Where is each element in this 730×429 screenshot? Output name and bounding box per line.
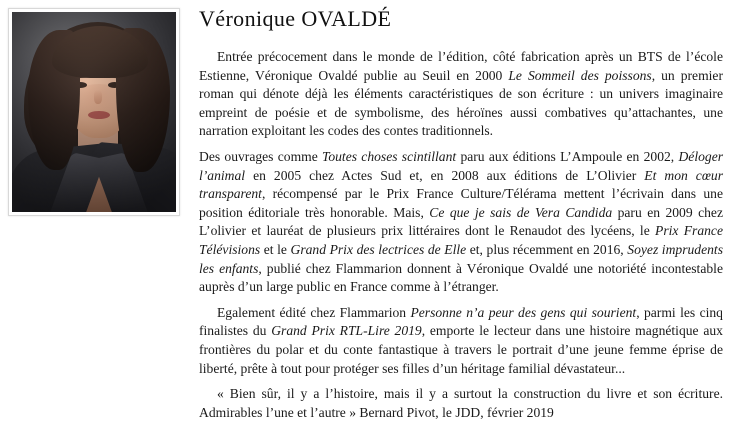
body-text: Entrée précocement dans le monde de l’édition, côté fabrication après un BTS de l’école Estienne, Véronique Ovaldé publie au Seuil en 2000 bbox=[199, 49, 723, 83]
author-portrait-frame bbox=[8, 8, 180, 216]
work-title-text: Le Sommeil des poissons bbox=[508, 67, 652, 83]
work-title-text: Et mon cœur transparent bbox=[199, 167, 723, 202]
work-title-text: Personne n’a peur des gens qui sourient bbox=[410, 304, 637, 320]
body-text: « Bien sûr, il y a l’histoire, mais il y a surtout la construction du livre et son écriture. Admirables l’une et l’autre » Bernard Pivot, le JDD, février 2019 bbox=[199, 386, 723, 420]
body-text: , emporte le lecteur dans une histoire magnétique aux frontières du polar et du conte fantastique à travers le portrait d’une jeune femme éprise de liberté, prête à tout pour protéger ses filles d’un héritage familial dévastateur... bbox=[199, 323, 723, 376]
author-portrait bbox=[12, 12, 176, 212]
work-title-text: Toutes choses scintillant bbox=[322, 148, 457, 164]
bio-paragraph bbox=[199, 148, 723, 297]
work-title-text: Déloger l’animal bbox=[199, 148, 724, 183]
bio-content bbox=[199, 6, 723, 429]
page-title: Véronique OVALDÉ bbox=[199, 6, 392, 31]
bio-paragraph bbox=[199, 385, 723, 422]
work-title-text: Prix France Télévisions bbox=[199, 223, 724, 257]
body-text: paru en 2009 chez L’olivier et lauréat de plusieurs prix littéraires dont le Renaudot des lycéens, le bbox=[199, 204, 723, 239]
work-title-text: Grand Prix RTL-Lire 2019 bbox=[271, 323, 422, 339]
body-text: Des ouvrages comme bbox=[199, 148, 323, 164]
body-text: et, plus récemment en 2016, bbox=[466, 241, 628, 257]
body-text: , récompensé par le Prix France Culture/Télérama mettent l’écrivain dans une position éditoriale très honorable. Mais, bbox=[199, 186, 723, 220]
body-text: , un premier roman qui dénote déjà les éléments caractéristiques de son écriture : un univers imaginaire empreint de poésie et de symbolisme, des héroïnes aussi combatives qu’attachantes, une narration exploitant les codes des contes traditionnels. bbox=[199, 67, 723, 139]
bio-paragraphs bbox=[199, 48, 723, 422]
body-text: , parmi les cinq finalistes du bbox=[199, 304, 723, 339]
body-text: Egalement édité chez Flammarion bbox=[217, 304, 411, 320]
bio-paragraph bbox=[199, 304, 723, 378]
work-title-text: Ce que je sais de Vera Candida bbox=[429, 204, 613, 220]
work-title-text: Soyez imprudents les enfants bbox=[199, 241, 723, 276]
body-text: paru aux éditions L’Ampoule en 2002, bbox=[456, 148, 679, 164]
portrait-vignette bbox=[12, 12, 176, 212]
body-text: et le bbox=[260, 241, 291, 257]
body-text: , publié chez Flammarion donnent à Véronique Ovaldé une notoriété incontestable auprès d’un large public en France comme à l’étranger. bbox=[199, 260, 723, 295]
bio-paragraph bbox=[199, 48, 723, 141]
work-title-text: Grand Prix des lectrices de Elle bbox=[290, 241, 467, 257]
body-text: en 2005 chez Actes Sud et, en 2008 aux éditions de L’Olivier bbox=[245, 167, 645, 183]
